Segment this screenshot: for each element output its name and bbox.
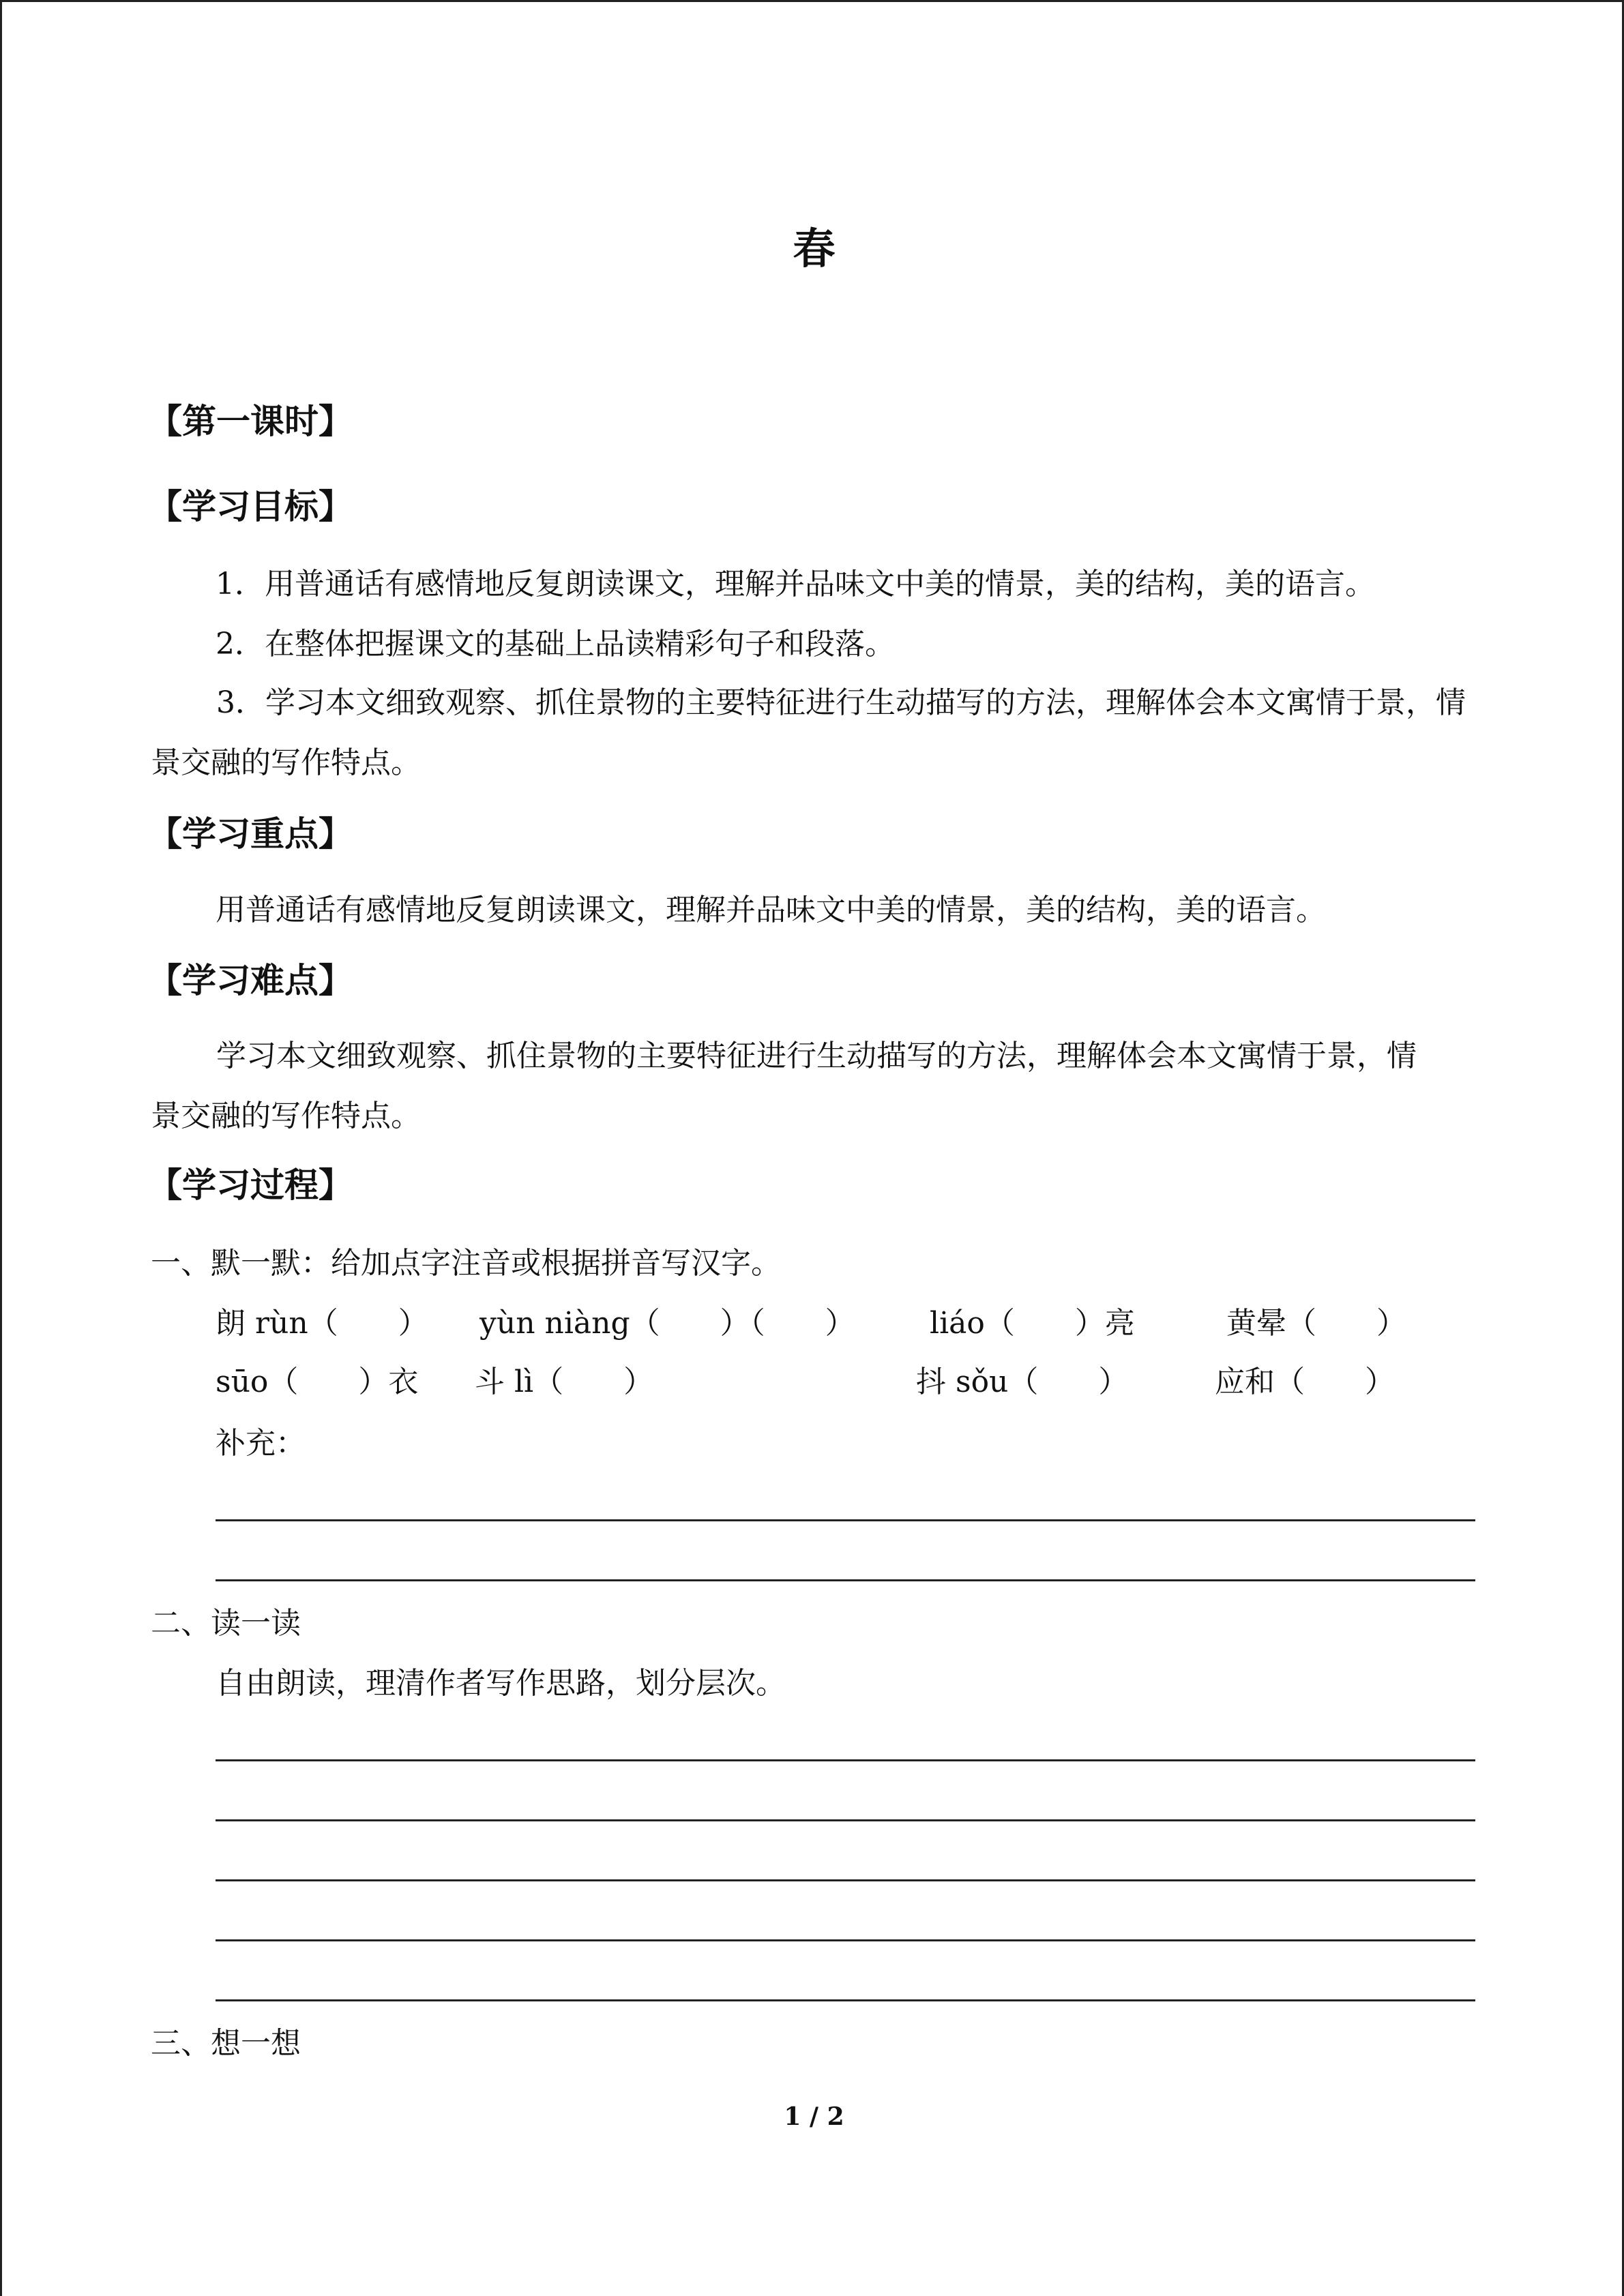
- process-heading: 【学习过程】: [148, 1165, 353, 1205]
- exercise-3-title: 三、想一想: [151, 2026, 301, 2061]
- pinyin-item-7: 抖 sǒu（ ）: [916, 1365, 1129, 1399]
- answer-line[interactable]: [216, 1939, 1475, 1941]
- pinyin-item-6: 斗 lì（ ）: [475, 1365, 654, 1399]
- page-title: 春: [793, 224, 836, 273]
- exercise-1-title: 一、默一默：给加点字注音或根据拼音写汉字。: [151, 1246, 781, 1281]
- pinyin-item-4: 黄晕（ ）: [1226, 1306, 1406, 1341]
- supplement-label: 补充：: [216, 1426, 306, 1461]
- pinyin-item-5: sūo（ ）衣: [216, 1365, 419, 1399]
- objective-item-2: 2．在整体把握课文的基础上品读精彩句子和段落。: [216, 627, 895, 661]
- objective-item-3: 3．学习本文细致观察、抓住景物的主要特征进行生动描写的方法，理解体会本文寓情于景，情景交融的写作特点。: [151, 685, 1466, 780]
- exercise-2-title: 二、读一读: [151, 1606, 301, 1641]
- key-points-text: 用普通话有感情地反复朗读课文，理解并品味文中美的情景，美的结构，美的语言。: [216, 893, 1326, 927]
- pinyin-item-8: 应和（ ）: [1215, 1365, 1395, 1399]
- pinyin-item-2: yùn niàng（ ）（ ）: [479, 1306, 855, 1341]
- difficulty-heading: 【学习难点】: [148, 961, 353, 1000]
- page-indicator: 1 / 2: [784, 2102, 844, 2131]
- answer-line[interactable]: [216, 1579, 1475, 1581]
- answer-line[interactable]: [216, 1819, 1475, 1821]
- pinyin-item-1: 朗 rùn（ ）: [216, 1306, 428, 1341]
- exercise-2-instruction: 自由朗读，理清作者写作思路，划分层次。: [216, 1666, 786, 1701]
- lesson-heading: 【第一课时】: [148, 402, 353, 441]
- answer-line[interactable]: [216, 1519, 1475, 1521]
- difficulty-text: 学习本文细致观察、抓住景物的主要特征进行生动描写的方法，理解体会本文寓情于景，情景交融的写作特点。: [151, 1039, 1417, 1133]
- answer-line[interactable]: [216, 1759, 1475, 1761]
- answer-line[interactable]: [216, 1879, 1475, 1881]
- objective-item-1: 1．用普通话有感情地反复朗读课文，理解并品味文中美的情景，美的结构，美的语言。: [216, 567, 1375, 601]
- objectives-heading: 【学习目标】: [148, 487, 353, 526]
- answer-line[interactable]: [216, 1999, 1475, 2001]
- key-points-heading: 【学习重点】: [148, 814, 353, 854]
- pinyin-item-3: liáo（ ）亮: [930, 1306, 1135, 1341]
